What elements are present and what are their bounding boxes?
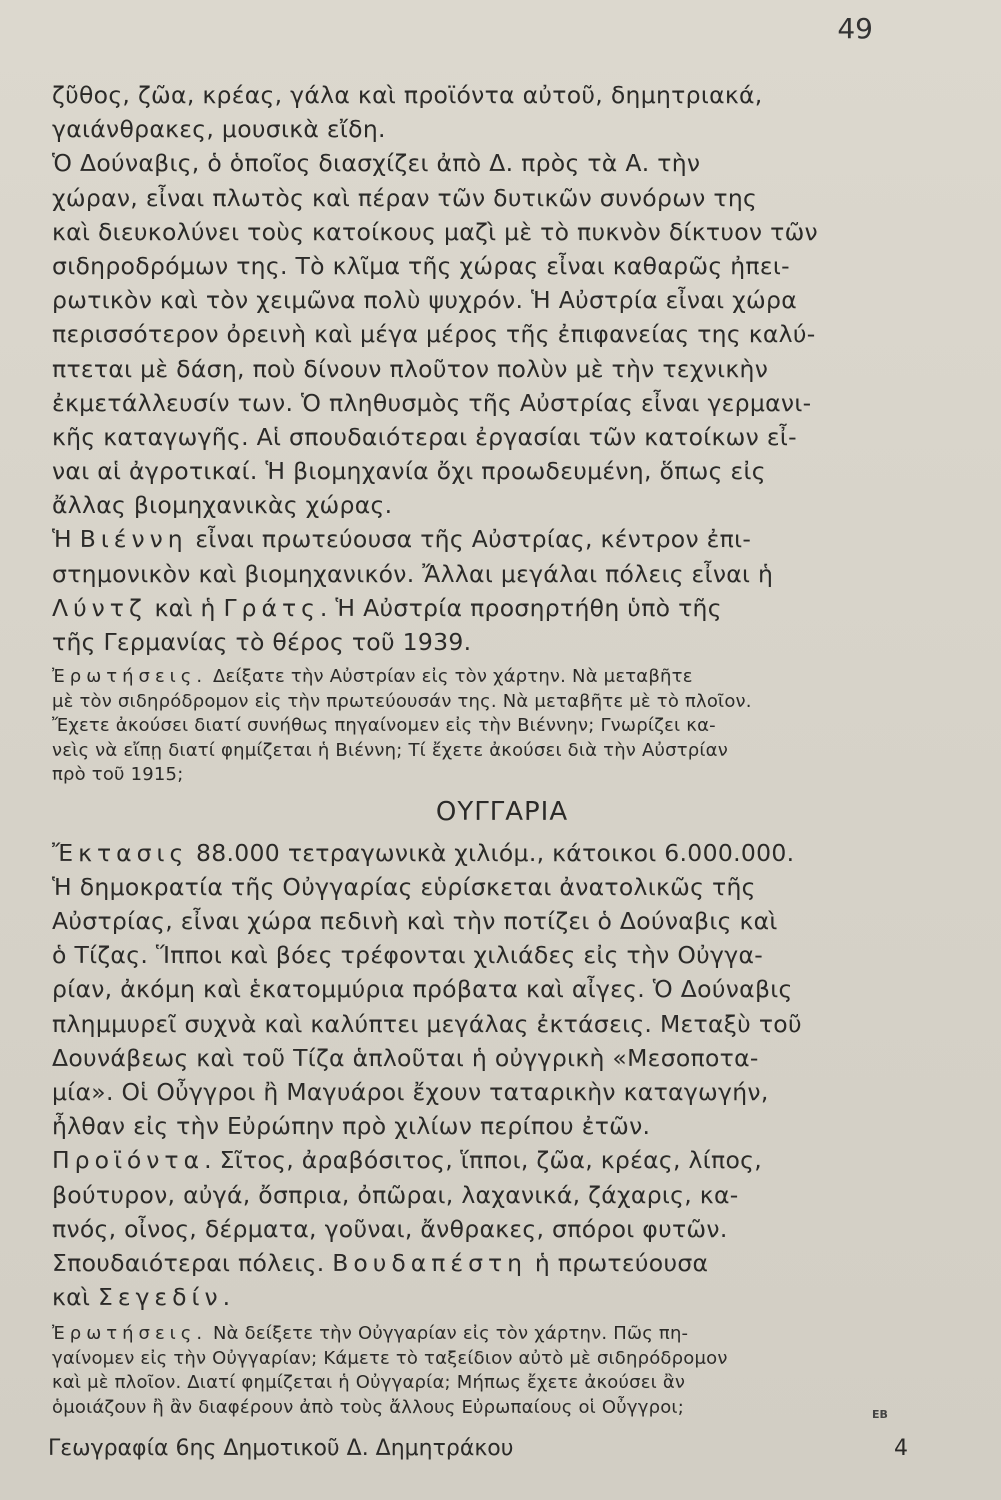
cities-line [52, 1246, 912, 1280]
text-fragment: καὶ ἡ [146, 593, 224, 622]
area-label: Ἔκτασις [52, 838, 189, 867]
text-fragment: . Ἡ Αὐστρία προσηρτήθη ὑπὸ τῆς [319, 593, 722, 622]
text-line: πνός, οἶνος, δέρματα, γοῦναι, ἄνθρακες, σπόροι φυτῶν. [52, 1214, 728, 1243]
question-line [52, 1322, 912, 1347]
text-line: τῆς Γερμανίας τὸ θέρος τοῦ 1939. [52, 628, 472, 656]
text-line: βούτυρον, αὐγά, ὄσπρια, ὀπῶραι, λαχανικά, ζάχαρις, κα- [52, 1180, 739, 1209]
question-line: Ἔχετε ἀκούσει διατί συνήθως πηγαίνομεν εἰς τὴν Βιέννην; Γνωρίζει κα- [52, 715, 716, 737]
question-line: νεὶς νὰ εἴπῃ διατί φημίζεται ἡ Βιέννη; Τί ἔχετε ἀκούσει διὰ τὴν Αὐστρίαν [52, 739, 728, 761]
question-line: ὁμοιάζουν ἢ ἂν διαφέρουν ἀπὸ τοὺς ἄλλους Εὐρωπαίους οἱ Οὖγγροι; [52, 1396, 684, 1418]
text-line: ἐκμετάλλευσίν των. Ὁ πληθυσμὸς τῆς Αὐστρίας εἶναι γερμανι- [52, 388, 812, 417]
austria-section [52, 78, 912, 659]
text-line: πλημμυρεῖ συχνὰ καὶ καλύπτει μεγάλας ἐκτάσεις. Μεταξὺ τοῦ [52, 1009, 802, 1038]
question-line: καὶ μὲ πλοῖον. Διατί φημίζεται ἡ Οὐγγαρία; Μήπως ἔχετε ἀκούσει ἂν [52, 1372, 686, 1394]
text-line: μία». Οἱ Οὖγγροι ἢ Μαγυάροι ἔχουν ταταρικὴν καταγωγήν, [52, 1078, 769, 1106]
city-linz: Λύντζ [52, 593, 147, 622]
footer-title: Γεωγραφία 6ης Δημοτικοῦ Δ. Δημητράκου [48, 1436, 514, 1461]
question-line [52, 665, 912, 690]
text-fragment: Σπουδαιότεραι πόλεις. [52, 1248, 333, 1277]
text-line: χώραν, εἶναι πλωτὸς καὶ πέραν τῶν δυτικῶν συνόρων της [52, 183, 758, 212]
text-fragment: Ἡ [52, 525, 80, 554]
text-line: Αὐστρίας, εἶναι χώρα πεδινὴ καὶ τὴν ποτίζει ὁ Δούναβις καὶ [52, 907, 778, 936]
text-line: ναι αἱ ἀγροτικαί. Ἡ βιομηχανία ὄχι προωδευμένη, ὅπως εἰς [52, 457, 766, 486]
text-fragment: Νὰ δείξετε τὴν Οὐγγαρίαν εἰς τὸν χάρτην. Πῶς πη- [207, 1323, 689, 1345]
text-line: γαιάνθρακες, μουσικὰ εἴδη. [52, 115, 386, 144]
text-fragment: ἡ πρωτεύουσα [527, 1248, 709, 1277]
text-line: στημονικὸν καὶ βιομηχανικόν. Ἄλλαι μεγάλαι πόλεις εἶναι ἡ [52, 559, 774, 588]
text-fragment: καὶ [52, 1283, 98, 1312]
text-line: ἦλθαν εἰς τὴν Εὐρώπην πρὸ χιλίων περίπου ἐτῶν. [52, 1112, 651, 1141]
text-fragment: 88.000 τετραγωνικὰ χιλιόμ., κάτοικοι 6.000.000. [188, 838, 795, 867]
text-fragment: . [222, 1283, 231, 1312]
linz-graz-line [52, 591, 912, 625]
text-line: Δουνάβεως καὶ τοῦ Τίζα ἁπλοῦται ἡ οὐγγρικὴ «Μεσοποτα- [52, 1043, 759, 1072]
text-line: κῆς καταγωγῆς. Αἱ σπουδαιότεραι ἐργασίαι τῶν κατοίκων εἶ- [52, 422, 797, 451]
library-stamp: ΕΒ [872, 1408, 888, 1421]
text-fragment: εἶναι πρωτεύουσα τῆς Αὐστρίας, κέντρον ἐπι- [187, 525, 752, 554]
text-line: ἄλλας βιομηχανικὰς χώρας. [52, 491, 393, 520]
text-line: καὶ διευκολύνει τοὺς κατοίκους μαζὶ μὲ τὸ πυκνὸν δίκτυον τῶν [52, 217, 818, 246]
text-line: ὁ Τίζας. Ἵπποι καὶ βόες τρέφονται χιλιάδες εἰς τὴν Οὐγγα- [52, 941, 764, 970]
question-line: πρὸ τοῦ 1915; [52, 764, 184, 786]
question-line: γαίνομεν εἰς τὴν Οὐγγαρίαν; Κάμετε τὸ ταξείδιον αὐτὸ μὲ σιδηρόδρομον [52, 1347, 728, 1369]
city-graz: Γράτς [223, 593, 320, 622]
city-budapest: Βουδαπέστη [332, 1248, 528, 1277]
signature-mark: 4 [894, 1436, 908, 1461]
city-vienna: Βιέννη [79, 525, 188, 554]
text-line: σιδηροδρόμων της. Τὸ κλῖμα τῆς χώρας εἶναι καθαρῶς ἠπει- [52, 251, 790, 280]
questions-label: Ἐρωτήσεις. [52, 1323, 208, 1345]
text-fragment: . Σῖτος, ἀραβόσιτος, ἵπποι, ζῶα, κρέας, λίπος, [204, 1146, 762, 1175]
text-line: πτεται μὲ δάση, ποὺ δίνουν πλοῦτον πολὺν μὲ τὴν τεχνικὴν [52, 354, 769, 383]
hungary-section [52, 836, 912, 1315]
questions-label: Ἐρωτήσεις. [52, 666, 208, 688]
austria-questions [52, 665, 912, 788]
text-fragment: Δείξατε τὴν Αὐστρίαν εἰς τὸν χάρτην. Νὰ μεταβῆτε [207, 666, 693, 688]
text-line: ζῦθος, ζῶα, κρέας, γάλα καὶ προϊόντα αὐτοῦ, δημητριακά, [52, 81, 763, 109]
page-footer [48, 1436, 908, 1461]
text-line: Ὁ Δούναβις, ὁ ὁποῖος διασχίζει ἀπὸ Δ. πρὸς τὰ Α. τὴν [52, 149, 701, 178]
text-line: περισσότερον ὀρεινὴ καὶ μέγα μέρος τῆς ἐπιφανείας της καλύ- [52, 320, 816, 349]
city-szeged: Σεγεδίν [97, 1283, 223, 1312]
products-label: Προϊόντα [52, 1146, 205, 1175]
text-line: Ἡ δημοκρατία τῆς Οὐγγαρίας εὑρίσκεται ἀνατολικῶς τῆς [52, 872, 756, 901]
vienna-line [52, 522, 912, 556]
page-body [52, 78, 912, 1420]
text-line: ρίαν, ἀκόμη καὶ ἑκατομμύρια πρόβατα καὶ αἶγες. Ὁ Δούναβις [52, 975, 793, 1004]
cities-line [52, 1280, 912, 1314]
products-line [52, 1143, 912, 1177]
question-line: μὲ τὸν σιδηρόδρομον εἰς τὴν πρωτεύουσάν της. Νὰ μεταβῆτε μὲ τὸ πλοῖον. [52, 690, 752, 712]
hungary-questions [52, 1322, 912, 1420]
text-line: ρωτικὸν καὶ τὸν χειμῶνα πολὺ ψυχρόν. Ἡ Αὐστρία εἶναι χώρα [52, 286, 797, 315]
area-line [52, 836, 912, 870]
page-number: 49 [837, 12, 873, 45]
section-heading-hungary: ΟΥΓΓΑΡΙΑ [435, 796, 569, 827]
